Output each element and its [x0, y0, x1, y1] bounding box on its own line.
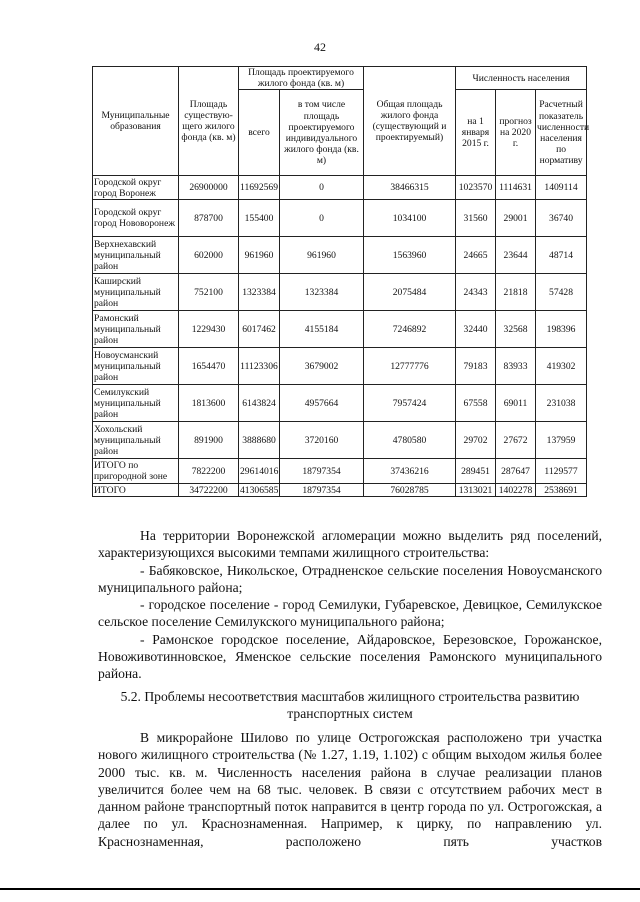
- cell-pop-2015: 1313021: [456, 484, 496, 497]
- table-row: [93, 459, 587, 484]
- cell-pop-norm: 2538691: [536, 484, 587, 497]
- cell-pop-norm: 419302: [536, 348, 587, 385]
- header-total-area: Общая площадь жилого фонда (существующий и проектируемый): [364, 67, 456, 176]
- cell-planned-total: 961960: [239, 237, 280, 274]
- cell-planned-individual: 4155184: [280, 311, 364, 348]
- cell-existing-area: 26900000: [179, 176, 239, 200]
- cell-planned-total: 6143824: [239, 385, 280, 422]
- header-pop-2015: на 1 января 2015 г.: [456, 90, 496, 176]
- cell-existing-area: 34722200: [179, 484, 239, 497]
- transport-block: [98, 729, 602, 850]
- cell-planned-individual: 1323384: [280, 274, 364, 311]
- cell-existing-area: 1813600: [179, 385, 239, 422]
- header-municipality: Муниципальные образования: [93, 67, 179, 176]
- cell-total-area: 2075484: [364, 274, 456, 311]
- cell-planned-individual: 4957664: [280, 385, 364, 422]
- cell-pop-2015: 32440: [456, 311, 496, 348]
- cell-total-area: 37436216: [364, 459, 456, 484]
- cell-planned-individual: 0: [280, 176, 364, 200]
- cell-planned-total: 155400: [239, 200, 280, 237]
- settlements-block: [98, 527, 602, 683]
- housing-population-table: [92, 66, 590, 497]
- header-pop-norm: Расчетный показатель численности населения по нормативу: [536, 90, 587, 176]
- cell-pop-norm: 57428: [536, 274, 587, 311]
- cell-pop-norm: 1409114: [536, 176, 587, 200]
- section-heading-line-2: транспортных систем: [287, 706, 413, 722]
- table-row: [93, 385, 587, 422]
- cell-planned-individual: 3720160: [280, 422, 364, 459]
- cell-pop-norm: 1129577: [536, 459, 587, 484]
- table-row: [93, 484, 587, 497]
- cell-pop-norm: 48714: [536, 237, 587, 274]
- cell-pop-2020: 27672: [496, 422, 536, 459]
- cell-municipality: ИТОГО: [93, 484, 179, 497]
- table-row: [93, 348, 587, 385]
- cell-total-area: 7957424: [364, 385, 456, 422]
- cell-total-area: 12777776: [364, 348, 456, 385]
- cell-planned-individual: 18797354: [280, 484, 364, 497]
- cell-planned-total: 3888680: [239, 422, 280, 459]
- table-row: [93, 311, 587, 348]
- cell-pop-2020: 21818: [496, 274, 536, 311]
- page-number: 42: [314, 40, 326, 54]
- table-row: [93, 422, 587, 459]
- cell-pop-2015: 79183: [456, 348, 496, 385]
- cell-pop-2020: 83933: [496, 348, 536, 385]
- page-bottom-rule: [0, 888, 640, 890]
- table-row: [93, 274, 587, 311]
- cell-pop-2015: 24665: [456, 237, 496, 274]
- cell-planned-total: 11692569: [239, 176, 280, 200]
- cell-planned-total: 29614016: [239, 459, 280, 484]
- cell-existing-area: 878700: [179, 200, 239, 237]
- table-row: [93, 200, 587, 237]
- cell-total-area: 1034100: [364, 200, 456, 237]
- cell-total-area: 38466315: [364, 176, 456, 200]
- cell-municipality: Городской округ город Воронеж: [93, 176, 179, 200]
- table-row: [93, 237, 587, 274]
- cell-municipality: ИТОГО по пригородной зоне: [93, 459, 179, 484]
- section-heading-line-1: 5.2. Проблемы несоответствия масштабов жилищного строительства развитию: [120, 689, 580, 704]
- cell-pop-norm: 198396: [536, 311, 587, 348]
- cell-municipality: Хохольский муниципальный район: [93, 422, 179, 459]
- cell-existing-area: 752100: [179, 274, 239, 311]
- cell-municipality: Городской округ город Нововоронеж: [93, 200, 179, 237]
- cell-pop-2020: 29001: [496, 200, 536, 237]
- cell-total-area: 4780580: [364, 422, 456, 459]
- cell-pop-2020: 69011: [496, 385, 536, 422]
- cell-total-area: 1563960: [364, 237, 456, 274]
- cell-planned-individual: 3679002: [280, 348, 364, 385]
- table-row: [93, 176, 587, 200]
- cell-existing-area: 1229430: [179, 311, 239, 348]
- header-planned-total: всего: [239, 90, 280, 176]
- cell-planned-total: 11123306: [239, 348, 280, 385]
- cell-pop-2015: 289451: [456, 459, 496, 484]
- cell-planned-total: 6017462: [239, 311, 280, 348]
- paragraph-list-item-3: - Рамонское городское поселение, Айдаровское, Березовское, Горожанское, Новоживотинновское, Яменское сельские поселения Рамонского муниципального района.: [98, 631, 602, 682]
- cell-pop-2015: 29702: [456, 422, 496, 459]
- cell-planned-individual: 961960: [280, 237, 364, 274]
- cell-pop-norm: 36740: [536, 200, 587, 237]
- cell-total-area: 76028785: [364, 484, 456, 497]
- cell-pop-2020: 23644: [496, 237, 536, 274]
- cell-existing-area: 1654470: [179, 348, 239, 385]
- header-existing-area: Площадь существую-щего жилого фонда (кв. м): [179, 67, 239, 176]
- cell-pop-2015: 1023570: [456, 176, 496, 200]
- header-planned-area: Площадь проектируемого жилого фонда (кв. м): [239, 67, 364, 90]
- cell-existing-area: 891900: [179, 422, 239, 459]
- cell-pop-norm: 231038: [536, 385, 587, 422]
- cell-pop-2015: 67558: [456, 385, 496, 422]
- cell-total-area: 7246892: [364, 311, 456, 348]
- paragraph-intro: На территории Воронежской агломерации можно выделить ряд поселений, характеризующихся высокими темпами жилищного строительства:: [98, 528, 602, 561]
- cell-planned-total: 41306585: [240, 484, 279, 496]
- cell-planned-total: 1323384: [239, 274, 280, 311]
- header-population: Численность населения: [456, 67, 587, 90]
- cell-existing-area: 602000: [179, 237, 239, 274]
- cell-pop-norm: 137959: [536, 422, 587, 459]
- cell-pop-2020: 287647: [496, 459, 536, 484]
- cell-municipality: Верхнехавский муниципальный район: [93, 237, 179, 274]
- cell-municipality: Новоусманский муниципальный район: [93, 348, 179, 385]
- header-pop-2020: прогноз на 2020 г.: [496, 90, 536, 176]
- cell-municipality: Каширский муниципальный район: [93, 274, 179, 311]
- paragraph-list-item-2: - городское поселение - город Семилуки, Губаревское, Девицкое, Семилукское сельское поселение Семилукского муниципального района;: [98, 597, 602, 630]
- cell-pop-2015: 31560: [456, 200, 496, 237]
- section-heading: [98, 688, 602, 723]
- header-planned-individual: в том числе площадь проектируемого индивидуального жилого фонда (кв. м): [280, 90, 364, 176]
- cell-existing-area: 7822200: [179, 459, 239, 484]
- cell-municipality: Рамонский муниципальный район: [93, 311, 179, 348]
- cell-municipality: Семилукский муниципальный район: [93, 385, 179, 422]
- paragraph-transport: В микрорайоне Шилово по улице Острогожская расположено три участка нового жилищного строительства (№ 1.27, 1.19, 1.102) с общим выходом жилья более 2000 тыс. кв. м. Численность населения района в случае реализации планов увеличится более чем на 68 тыс. человек. В связи с отсутствием рабочих мест в данном районе транспортный поток направится в центр города по ул. Острогожская, а далее по ул. Краснознаменная. Например, к цирку, по направлению ул. Краснознаменная, расположено пять участков: [98, 730, 602, 849]
- cell-planned-individual: 0: [280, 200, 364, 237]
- cell-pop-2020: 32568: [496, 311, 536, 348]
- cell-planned-individual: 18797354: [280, 459, 364, 484]
- cell-pop-2020: 1114631: [496, 176, 536, 200]
- paragraph-list-item-1: - Бабяковское, Никольское, Отрадненское сельские поселения Новоусманского муниципального района;: [98, 562, 602, 595]
- cell-pop-2015: 24343: [456, 274, 496, 311]
- cell-pop-2020: 1402278: [496, 484, 536, 497]
